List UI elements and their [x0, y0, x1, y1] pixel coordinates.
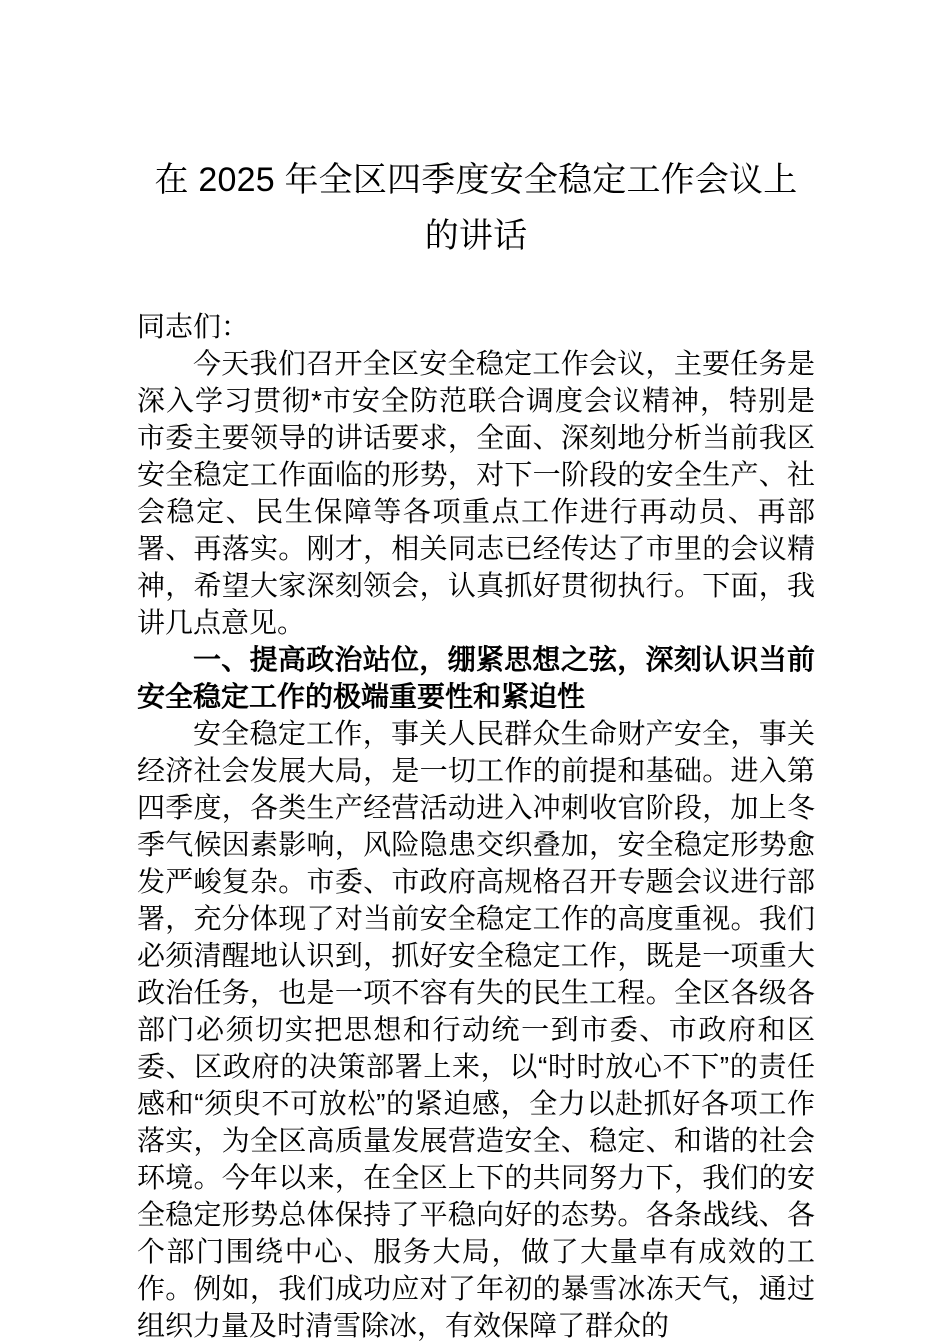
document-title-line-2: 的讲话: [424, 217, 528, 255]
document-title-line-1: 在 2025 年全区四季度安全稳定工作会议上: [154, 161, 798, 199]
salutation: 同志们：: [137, 311, 250, 342]
paragraph-opening: 今天我们召开全区安全稳定工作会议，主要任务是深入学习贯彻*市安全防范联合调度会议精神，特别是市委主要领导的讲话要求，全面、深刻地分析当前我区安全稳定工作面临的形势，对下一阶段的安全生产、社会稳定、民生保障等各项重点工作进行再动员、再部署、再落实。刚才，相关同志已经传达了市里的会议精神，希望大家深刻领会，认真抓好贯彻执行。下面，我讲几点意见。: [137, 348, 815, 638]
document-content: [137, 0, 815, 1344]
paragraph-section-one-body: 安全稳定工作，事关人民群众生命财产安全，事关经济社会发展大局，是一切工作的前提和基础。进入第四季度，各类生产经营活动进入冲刺收官阶段，加上冬季气候因素影响，风险隐患交织叠加，安全稳定形势愈发严峻复杂。市委、市政府高规格召开专题会议进行部署，充分体现了对当前安全稳定工作的高度重视。我们必须清醒地认识到，抓好安全稳定工作，既是一项重大政治任务，也是一项不容有失的民生工程。全区各级各部门必须切实把思想和行动统一到市委、市政府和区委、区政府的决策部署上来，以“时时放心不下”的责任感和“须臾不可放松”的紧迫感，全力以赴抓好各项工作落实，为全区高质量发展营造安全、稳定、和谐的社会环境。今年以来，在全区上下的共同努力下，我们的安全稳定形势总体保持了平稳向好的态势。各条战线、各个部门围绕中心、服务大局，做了大量卓有成效的工作。例如，我们成功应对了年初的暴雪冰冻天气，通过组织力量及时清雪除冰，有效保障了群众的: [137, 718, 815, 1341]
document-title: [137, 0, 815, 264]
section-heading-one: 一、提高政治站位，绷紧思想之弦，深刻认识当前安全稳定工作的极端重要性和紧迫性: [137, 644, 815, 712]
